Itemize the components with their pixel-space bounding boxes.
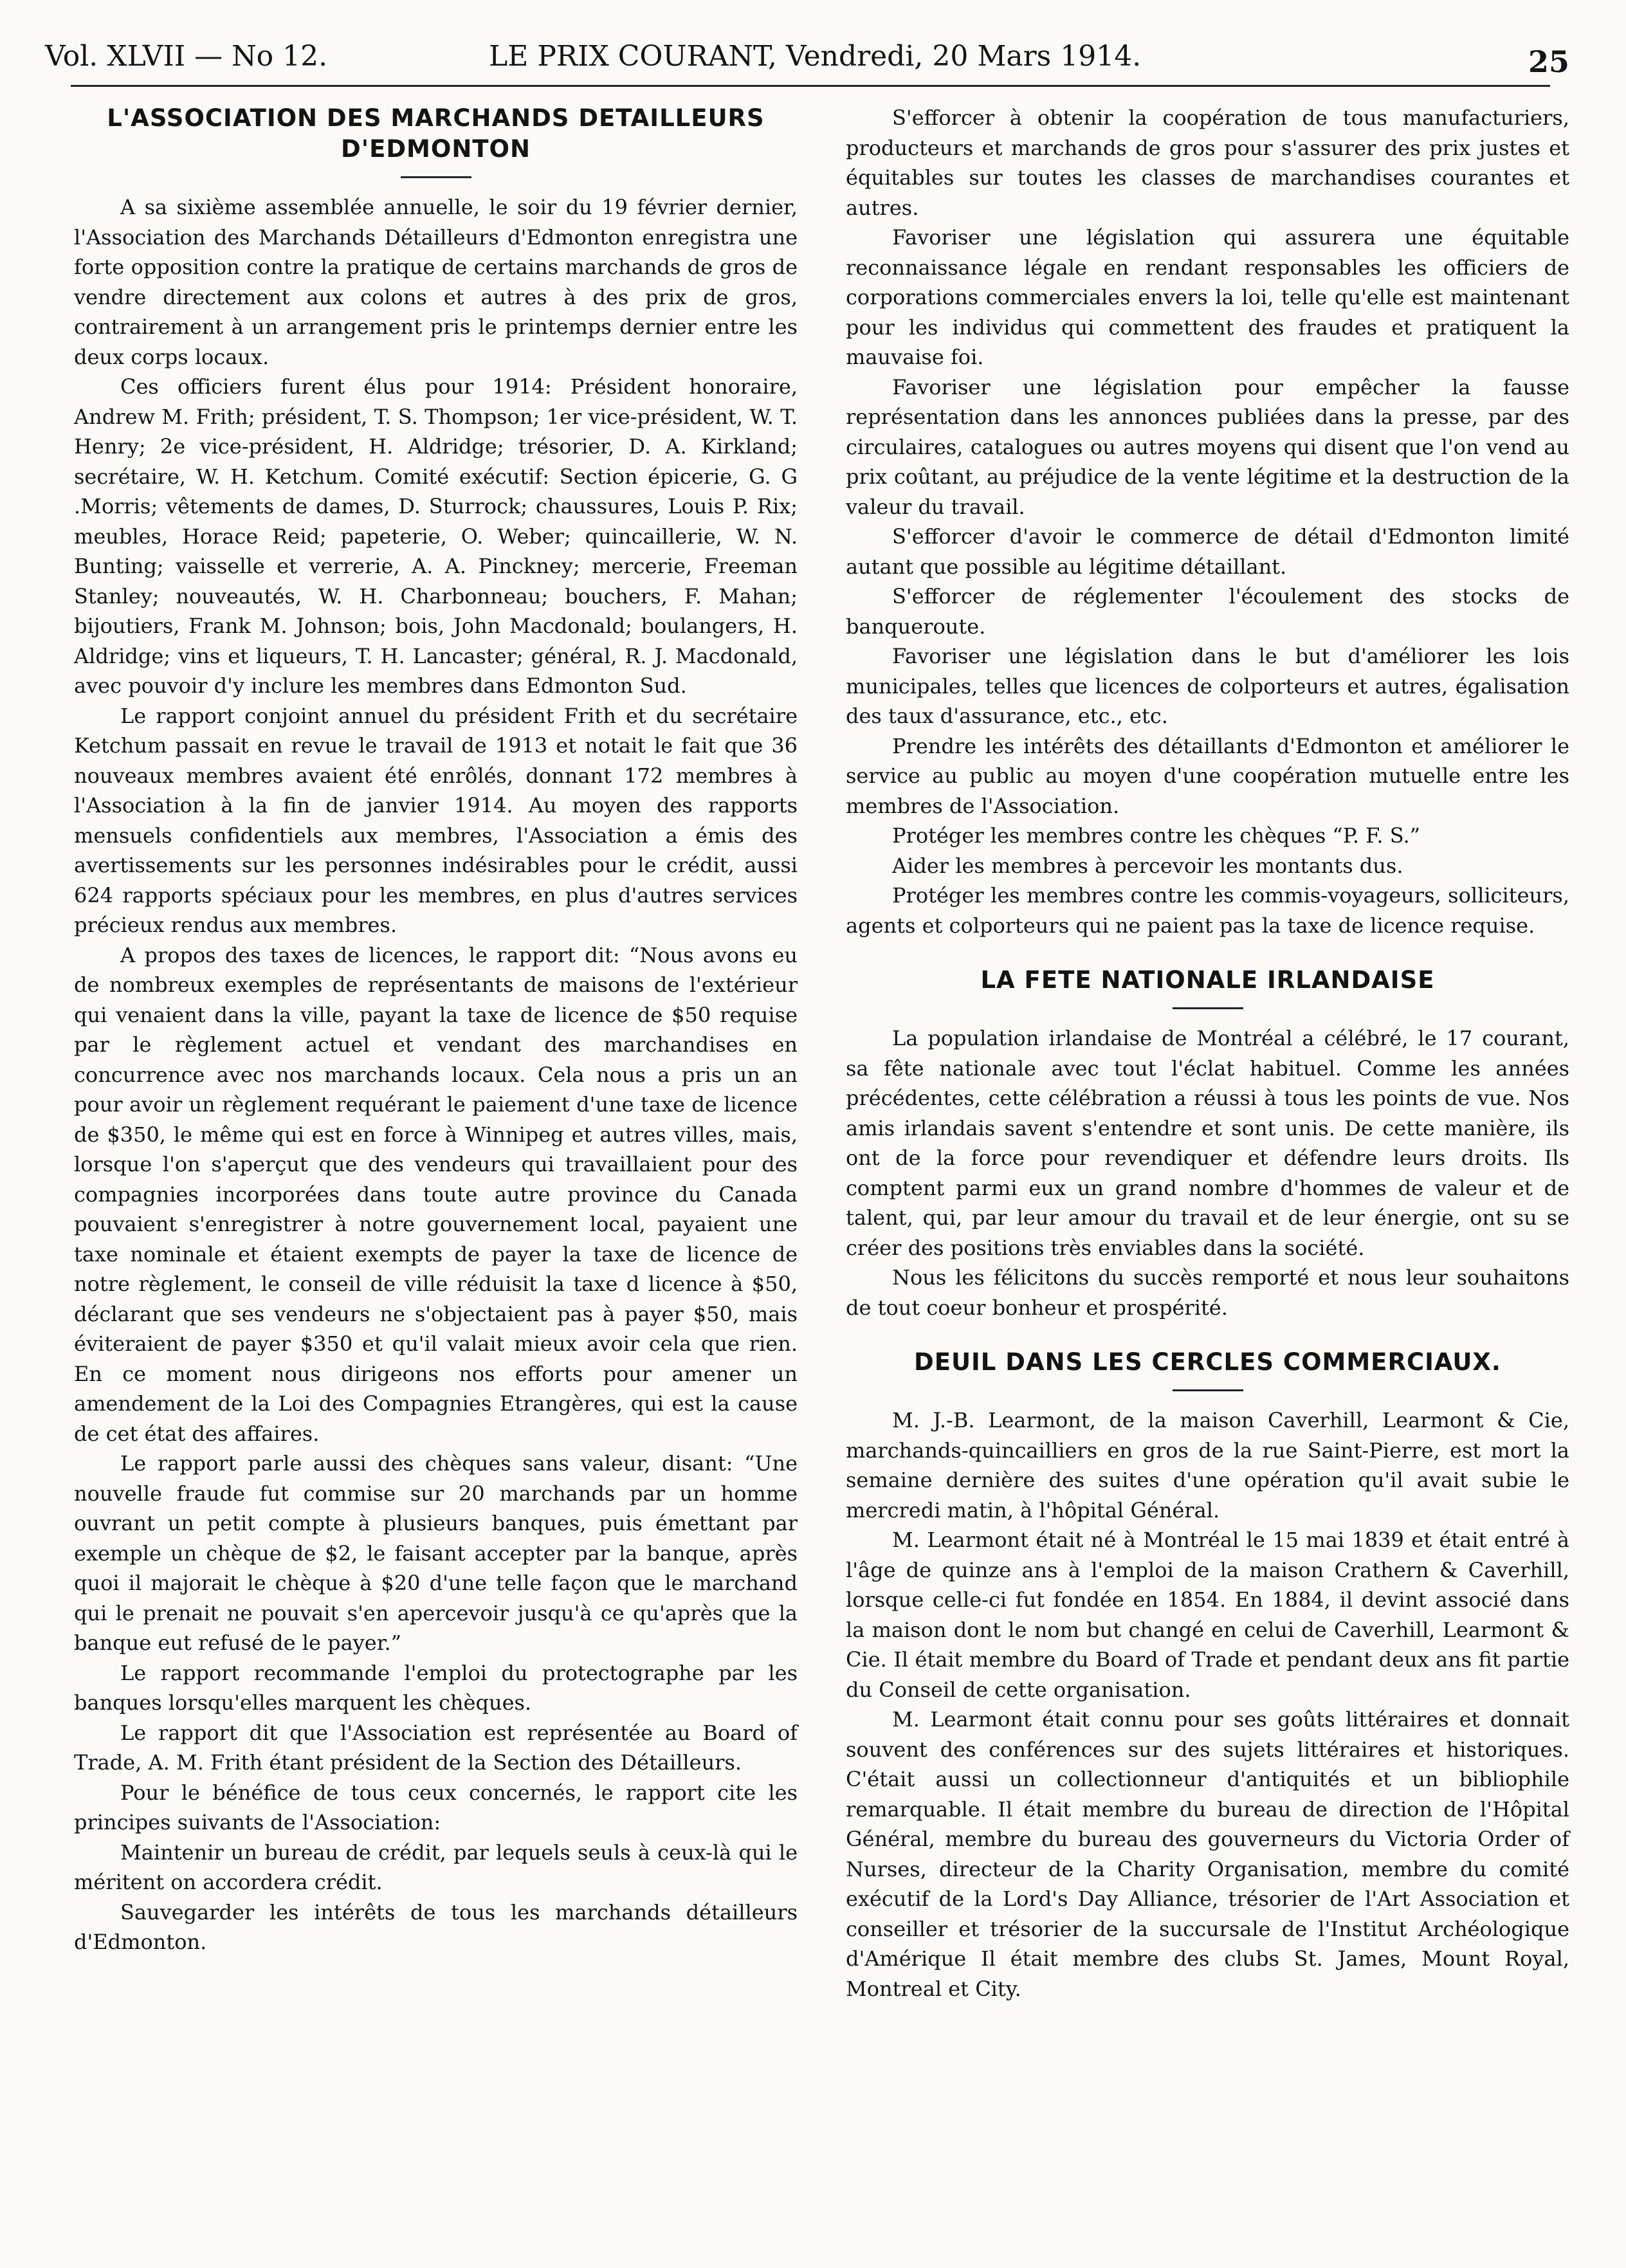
title-divider <box>1173 1389 1243 1391</box>
volume-number: Vol. XLVII — No 12. <box>45 40 328 73</box>
paragraph: Le rapport dit que l'Association est représentée au Board of Trade, A. M. Frith étant président de la Section des Détailleurs. <box>74 1720 798 1775</box>
section-gap <box>846 1322 1569 1347</box>
paragraph: La population irlandaise de Montréal a célébré, le 17 courant, sa fête nationale avec tout l'éclat habituel. Comme les années précédentes, cette célébration a réussi à tous les points de vue. Nos amis irlandais savent s'entendre et sont unis. De cette manière, ils ont de la force pour revendiquer et défendre leurs droits. Ils comptent parmi eux un grand nombre d'hommes de valeur et de talent, qui, par leur amour du travail et de leur énergie, ont su se créer des positions très enviables dans la société. <box>846 1026 1569 1260</box>
paragraph: Favoriser une législation dans le but d'améliorer les lois municipales, telles que licences de colporteurs et autres, égalisation des taux d'assurance, etc., etc. <box>846 644 1569 728</box>
section-gap <box>846 940 1569 965</box>
paragraph: Le rapport conjoint annuel du président Frith et du secrétaire Ketchum passait en revue le travail de 1913 et notait le fait que 36 nouveaux membres avaient été enrôlés, donnant 172 membres à l'Association à la fin de janvier 1914. Au moyen des rapports mensuels confidentiels aux membres, l'Association a émis des avertissements sur les personnes indésirables pour le crédit, aussi 624 rapports spéciaux pour les membres, en plus d'autres services précieux rendus aux membres. <box>74 703 798 937</box>
paragraph: M. Learmont était connu pour ses goûts littéraires et donnait souvent des conférences sur des sujets littéraires et historiques. C'était aussi un collectionneur d'antiquités et un bibliophile remarquable. Il était membre du bureau de direction de l'Hôpital Général, membre du bureau des gouverneurs du Victoria Order of Nurses, directeur de la Charity Organisation, membre du comité exécutif de la Lord's Day Alliance, trésorier de l'Art Association et conseiller et trésorier de la succursale de l'Institut Archéologique d'Amérique Il était membre des clubs St. James, Mount Royal, Montreal et City. <box>846 1707 1569 2001</box>
paragraph: S'efforcer d'avoir le commerce de détail d'Edmonton limité autant que possible au légitime détaillant. <box>846 524 1569 579</box>
article-title-fete-irlandaise: LA FETE NATIONALE IRLANDAISE <box>980 966 1435 994</box>
article-title-association: L'ASSOCIATION DES MARCHANDS DETAILLEURS D'EDMONTON <box>107 104 765 163</box>
paragraph: Le rapport recommande l'emploi du protectographe par les banques lorsqu'elles marquent les chèques. <box>74 1660 798 1715</box>
paragraph: S'efforcer de réglementer l'écoulement des stocks de banqueroute. <box>846 584 1569 639</box>
paragraph: A propos des taxes de licences, le rapport dit: “Nous avons eu de nombreux exemples de représentants de maisons de l'extérieur qui venaient dans la ville, payant la taxe de licence de $50 requise par le règlement actuel et vendant des marchandises en concurrence avec nos marchands locaux. Cela nous a pris un an pour avoir un règlement requérant le paiement d'une taxe de licence de $350, le même qui est en force à Winnipeg et autres villes, mais, lorsque l'on s'aperçut que des vendeurs qui travaillaient pour des compagnies incorporées dans toute autre province du Canada pouvaient s'enregistrer à notre gouvernement local, payaient une taxe nominale et étaient exempts de payer la taxe de licence de notre règlement, le conseil de ville réduisit la taxe d licence à $50, déclarant que ses vendeurs ne s'objectaient pas à payer $50, mais éviteraient de payer $350 et qu'il valait mieux avoir cela que rien. En ce moment nous dirigeons nos efforts pour amener un amendement de la Loi des Compagnies Etrangères, qui est la cause de cet état des affaires. <box>74 942 798 1446</box>
paragraph: Favoriser une législation pour empêcher la fausse représentation dans les annonces publiées dans la presse, par des circulaires, catalogues ou autres moyens qui disent que l'on vend au prix coûtant, au préjudice de la vente légitime et la destruction de la valeur du travail. <box>846 374 1569 519</box>
paragraph: M. J.-B. Learmont, de la maison Caverhill, Learmont & Cie, marchands-quincailliers en gros de la rue Saint-Pierre, est mort la semaine dernière des suites d'une opération qu'il avait subie le mercredi matin, à l'hôpital Général. <box>846 1408 1569 1523</box>
paragraph: Aider les membres à percevoir les montants dus. <box>892 853 1403 878</box>
left-column <box>74 103 798 1957</box>
paragraph: Le rapport parle aussi des chèques sans valeur, disant: “Une nouvelle fraude fut commise sur 20 marchands par un homme ouvrant un petit compte à plusieurs banques, puis émettant par exemple un chèque de $2, le faisant accepter par la banque, après quoi il majorait le chèque à $20 d'une telle façon que le marchand qui le prenait ne pouvait s'en apercevoir jusqu'à ce qu'après que la banque eut refusé de le payer.” <box>74 1451 798 1655</box>
paragraph: Protéger les membres contre les chèques “P. F. S.” <box>892 823 1421 848</box>
paragraph: Nous les félicitons du succès remporté et nous leur souhaitons de tout coeur bonheur et prospérité. <box>846 1265 1569 1320</box>
paragraph: Ces officiers furent élus pour 1914: Président honoraire, Andrew M. Frith; président, T. S. Thompson; 1er vice-président, W. T. Henry; 2e vice-président, H. Aldridge; trésorier, D. A. Kirkland; secrétaire, W. H. Ketchum. Comité exécutif: Section épicerie, G. G .Morris; vêtements de dames, D. Sturrock; chaussures, Louis P. Rix; meubles, Horace Reid; papeterie, O. Weber; quincaillerie, W. N. Bunting; vaisselle et verrerie, A. A. Pinckney; mercerie, Freeman Stanley; nouveautés, W. H. Charbonneau; bouchers, F. Mahan; bijoutiers, Frank M. Johnson; bois, John Macdonald; boulangers, H. Aldridge; vins et liqueurs, T. H. Lancaster; général, R. J. Macdonald, avec pouvoir d'y inclure les membres dans Edmonton Sud. <box>74 374 798 698</box>
paragraph: A sa sixième assemblée annuelle, le soir du 19 février dernier, l'Association des Marchands Détailleurs d'Edmonton enregistra une forte opposition contre la pratique de certains marchands de gros de vendre directement aux colons et autres à des prix de gros, contrairement à un arrangement pris le printemps dernier entre les deux corps locaux. <box>74 195 798 369</box>
paragraph: Pour le bénéfice de tous ceux concernés, le rapport cite les principes suivants de l'Association: <box>74 1780 798 1834</box>
title-divider <box>1173 1007 1243 1009</box>
paragraph: Protéger les membres contre les commis-voyageurs, solliciteurs, agents et colporteurs qui ne paient pas la taxe de licence requise. <box>846 883 1569 938</box>
paragraph: Favoriser une législation qui assurera une équitable reconnaissance légale en rendant responsables les officiers de corporations commerciales envers la loi, telle qu'elle est maintenant pour les individus qui commettent des fraudes et pratiquent la mauvaise foi. <box>846 225 1569 369</box>
newspaper-title-date: LE PRIX COURANT, Vendredi, 20 Mars 1914. <box>489 40 1142 73</box>
header-rule <box>71 85 1550 87</box>
paragraph: S'efforcer à obtenir la coopération de tous manufacturiers, producteurs et marchands de gros pour s'assurer des prix justes et équitables sur toutes les classes de marchandises courantes et autres. <box>846 105 1569 220</box>
title-divider <box>401 176 471 178</box>
article-title-deuil: DEUIL DANS LES CERCLES COMMERCIAUX. <box>914 1348 1501 1376</box>
right-column <box>846 103 1569 2004</box>
paragraph: M. Learmont était né à Montréal le 15 mai 1839 et était entré à l'âge de quinze ans à l'emploi de la maison Crathern & Caverhill, lorsque celle-ci fut fondée en 1854. En 1884, il devint associé dans la maison dont le nom but changé en celui de Caverhill, Learmont & Cie. Il était membre du Board of Trade et pendant deux ans fit partie du Conseil de cette organisation. <box>846 1528 1569 1702</box>
paragraph: Maintenir un bureau de crédit, par lequels seuls à ceux-là qui le méritent on accordera crédit. <box>74 1840 798 1894</box>
paragraph: Prendre les intérêts des détaillants d'Edmonton et améliorer le service au public au moyen d'une coopération mutuelle entre les membres de l'Association. <box>846 733 1569 818</box>
page-header <box>45 31 1569 82</box>
page-number: 25 <box>1528 44 1569 79</box>
paragraph: Sauvegarder les intérêts de tous les marchands détailleurs d'Edmonton. <box>74 1899 798 1954</box>
